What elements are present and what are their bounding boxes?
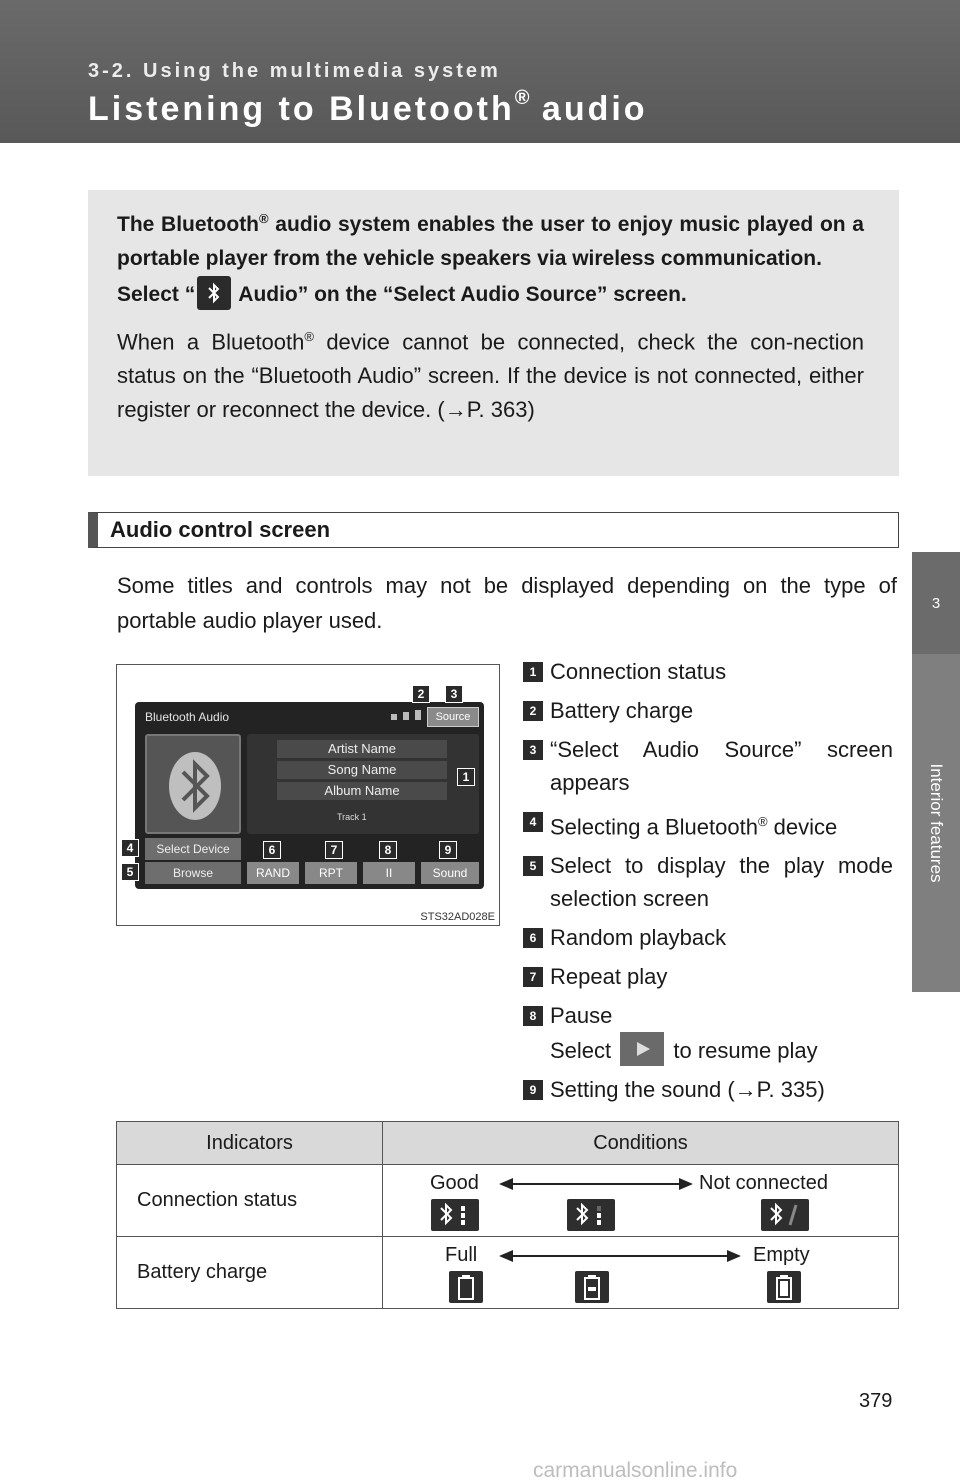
select-device-button[interactable]: Select Device — [145, 838, 241, 860]
callout-1: 1 — [457, 768, 475, 786]
callout-3: 3 — [445, 685, 463, 703]
album-name: Album Name — [277, 782, 447, 800]
random-button[interactable]: RAND — [247, 862, 299, 884]
legend-item: 4 Selecting a Bluetooth® device — [523, 805, 893, 843]
bt-signal-mid-icon — [567, 1199, 615, 1231]
track-info-panel — [247, 734, 479, 834]
audio-screen-figure — [116, 664, 500, 926]
figure-code: STS32AD028E — [420, 911, 495, 923]
sound-button[interactable]: Sound — [421, 862, 479, 884]
callout-6: 6 — [263, 841, 281, 859]
intro-note-text: When a Bluetooth® device cannot be connected, check the con-nection status on the “Bluetooth Audio” screen. If the device is not connected, either register or reconnect the device. (→P. 363) — [117, 329, 864, 423]
double-arrow-icon — [501, 1183, 691, 1185]
table-header-conditions: Conditions — [383, 1122, 899, 1165]
figure-legend — [523, 655, 893, 1112]
scale-right-label: Empty — [753, 1243, 810, 1266]
scale-right-label: Not connected — [699, 1171, 828, 1194]
battery-empty-icon — [767, 1271, 801, 1303]
battery-icon — [415, 710, 421, 720]
legend-item: 1 Connection status — [523, 655, 893, 688]
callout-5: 5 — [121, 863, 139, 881]
section-label: 3-2. Using the multimedia system — [88, 60, 501, 82]
row-label: Battery charge — [117, 1237, 383, 1309]
chapter-tab-label: Interior features — [912, 654, 960, 992]
callout-8: 8 — [379, 841, 397, 859]
bluetooth-icon — [197, 276, 231, 310]
track-number: Track 1 — [337, 812, 367, 822]
indicators-table — [116, 1121, 899, 1309]
bt-not-connected-icon — [761, 1199, 809, 1231]
battery-full-icon — [449, 1271, 483, 1303]
scale-left-label: Full — [445, 1243, 478, 1266]
body-paragraph: Some titles and controls may not be displayed depending on the type of portable audio player used. — [117, 573, 897, 633]
repeat-button[interactable]: RPT — [305, 862, 357, 884]
page-title: Listening to Bluetooth® audio — [88, 86, 648, 128]
scale-left-label: Good — [430, 1171, 479, 1194]
signal-icon — [403, 712, 409, 720]
double-arrow-icon — [501, 1255, 739, 1257]
row-label: Connection status — [117, 1165, 383, 1237]
legend-item: 3 “Select Audio Source” screen appears — [523, 733, 893, 799]
legend-item: 9 Setting the sound (→P. 335) — [523, 1073, 893, 1106]
pause-button[interactable]: II — [363, 862, 415, 884]
callout-2: 2 — [412, 685, 430, 703]
callout-4: 4 — [121, 839, 139, 857]
browse-button[interactable]: Browse — [145, 862, 241, 884]
callout-7: 7 — [325, 841, 343, 859]
intro-bold-text: The Bluetooth® audio system enables the user to enjoy music played on a portable player from the vehicle speakers via wireless communication. — [117, 211, 864, 270]
source-button[interactable]: Source — [427, 707, 479, 727]
bt-signal-full-icon — [431, 1199, 479, 1231]
audio-screen — [135, 702, 484, 889]
intro-select-text: Select “ Audio” on the “Select Audio Source” screen. — [117, 276, 864, 312]
page-header — [0, 0, 960, 143]
connection-scale — [383, 1166, 898, 1236]
legend-item: 7 Repeat play — [523, 960, 893, 993]
battery-half-icon — [575, 1271, 609, 1303]
page-number: 379 — [859, 1390, 893, 1412]
song-name: Song Name — [277, 761, 447, 779]
callout-9: 9 — [439, 841, 457, 859]
table-header-indicators: Indicators — [117, 1122, 383, 1165]
bluetooth-logo-icon — [167, 750, 223, 822]
subheading: Audio control screen — [88, 512, 899, 548]
chapter-tab-number: 3 — [912, 552, 960, 654]
status-dot-icon — [391, 714, 397, 720]
artist-name: Artist Name — [277, 740, 447, 758]
table-row — [117, 1165, 899, 1237]
battery-scale — [383, 1238, 898, 1308]
intro-box — [88, 190, 899, 476]
legend-item: 5 Select to display the play mode selection screen — [523, 849, 893, 915]
table-row — [117, 1237, 899, 1309]
legend-item: 8 Pause Select to resume play — [523, 999, 893, 1067]
legend-item: 6 Random playback — [523, 921, 893, 954]
legend-item: 2 Battery charge — [523, 694, 893, 727]
watermark: carmanualsonline.info — [533, 1459, 738, 1482]
play-icon — [620, 1032, 664, 1066]
screen-title: Bluetooth Audio — [145, 710, 230, 724]
album-art — [145, 734, 241, 834]
